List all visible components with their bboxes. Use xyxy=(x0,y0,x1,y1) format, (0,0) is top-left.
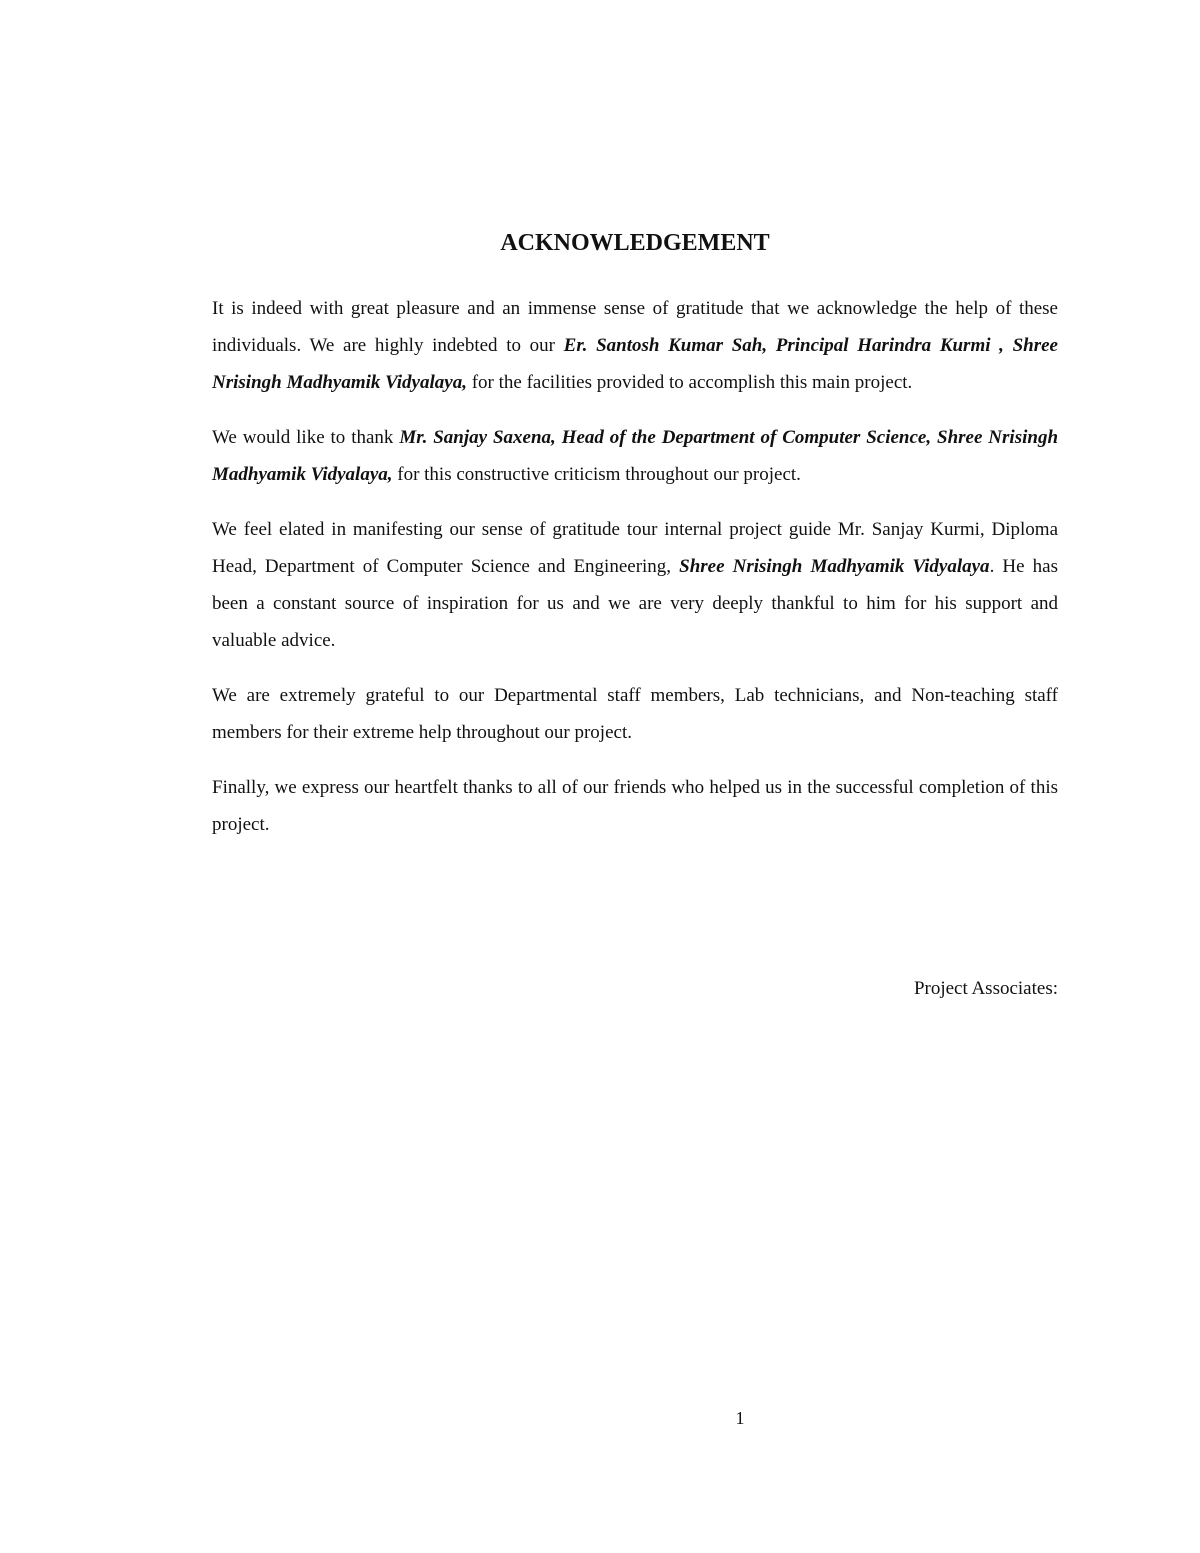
paragraph-guide-thanks xyxy=(212,511,1058,659)
paragraph-text: for this constructive criticism throughout our project. xyxy=(392,464,801,485)
paragraph-text: We feel elated in manifesting our sense of gratitude tour internal project guide Mr. Sanjay Kurmi, Diploma Head, Department of Computer Science and Engineering, xyxy=(212,519,1058,577)
paragraph-facilities xyxy=(212,290,1058,401)
paragraph-text: for the facilities provided to accomplish this main project. xyxy=(466,372,913,393)
paragraph-text: It is indeed with great pleasure and an immense sense of gratitude that we acknowledge the help of these individuals. We are highly indebted to our xyxy=(212,298,1058,356)
paragraph-text: We would like to thank xyxy=(212,427,400,448)
paragraph-staff-thanks: We are extremely grateful to our Departmental staff members, Lab technicians, and Non-teaching staff members for their extreme help throughout our project. xyxy=(212,685,1058,743)
emphasized-names: Mr. Sanjay Saxena, Head of the Department of Computer Science, Shree Nrisingh Madhyamik Vidyalaya, xyxy=(212,427,1059,485)
page-title: ACKNOWLEDGEMENT xyxy=(500,230,770,256)
paragraph-friends-thanks: Finally, we express our heartfelt thanks to all of our friends who helped us in the successful completion of this project. xyxy=(212,777,1058,835)
paragraph-hod-thanks xyxy=(212,419,1058,493)
emphasized-names: Shree Nrisingh Madhyamik Vidyalaya xyxy=(679,556,990,577)
signature-line: Project Associates: xyxy=(913,978,1058,999)
emphasized-names: Er. Santosh Kumar Sah, Principal Harindra Kurmi , Shree Nrisingh Madhyamik Vidyalaya, xyxy=(212,335,1058,393)
document-body xyxy=(212,290,1058,861)
page-number: 1 xyxy=(735,1408,745,1428)
paragraph-text: . He has been a constant source of inspiration for us and we are very deeply thankful to him for his support and valuable advice. xyxy=(212,556,1058,651)
